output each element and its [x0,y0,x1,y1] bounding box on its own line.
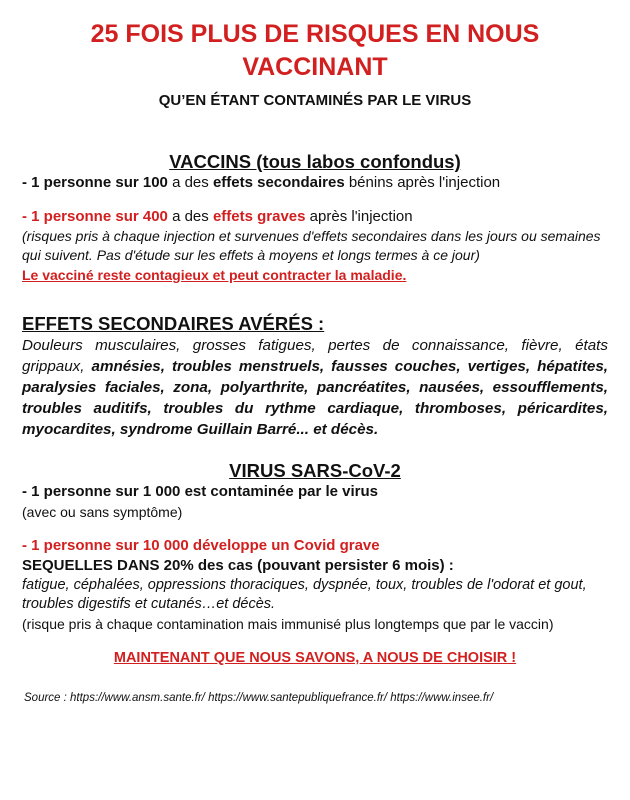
vaccins-warning: Le vacciné reste contagieux et peut contracter la maladie. [22,267,407,283]
effets-intro: Douleurs musculaires, grosses fatigues, pertes de connaissance, fièvre, états grippaux, [22,337,608,375]
vaccins-note: (risques pris à chaque injection et survenues d'effets secondaires dans les jours ou semaines qui suivent. Pas d'étude sur les effets à moyens et longs termes à ce jour) [22,228,601,263]
vaccins-line-1-middle: a des [167,174,213,191]
virus-heading: VIRUS SARS-CoV-2 [229,460,401,481]
sequelles-rest: des cas (pouvant persister 6 mois) : [193,557,454,574]
vaccins-line-2-suffix: après l'injection [305,208,413,225]
virus-risk-note: (risque pris à chaque contamination mais immunisé plus longtemps que par le vaccin) [22,616,554,632]
vaccins-line-2-bold: effets graves [212,208,306,225]
vaccins-heading: VACCINS (tous labos confondus) [169,151,461,172]
subtitle: QU’EN ÉTANT CONTAMINÉS PAR LE VIRUS [158,92,472,109]
source-line: Source : https://www.ansm.sante.fr/ https://www.santepubliquefrance.fr/ https://www.insee.fr/ [24,692,494,704]
effets-heading: EFFETS SECONDAIRES AVÉRÉS : [22,313,325,334]
virus-line-1: - 1 personne sur 1 000 est contaminée par le virus [22,483,378,500]
vaccins-line-2-red: - 1 personne sur 400 [22,208,168,225]
sequelles-bold: SEQUELLES DANS 20% [22,557,194,574]
title-line-1: 25 FOIS PLUS DE RISQUES EN NOUS [90,20,540,48]
virus-line-1-note: (avec ou sans symptôme) [22,504,183,520]
effets-list: amnésies, troubles menstruels, fausses couches, vertiges, hépatites, paralysies faciales, zona, polyarthrite, pancréatites, nausées, essoufflements, troubles auditifs, troubles du rythme cardiaque, thromboses, péricardites, myocardites, syndrome Guillain Barré... et décès. [22,358,608,438]
effets-paragraph [22,335,608,440]
vaccins-line-1 [22,173,608,193]
vaccins-line-2 [22,207,608,227]
vaccins-line-2-middle: a des [167,208,213,225]
virus-line-2: - 1 personne sur 10 000 développe un Covid grave [22,537,380,554]
sequelles-line [22,556,608,576]
virus-symptoms: fatigue, céphalées, oppressions thoraciques, dyspnée, toux, troubles de l'odorat et gout, troubles digestifs et cutanés…et décès. [22,577,587,612]
title-line-2: VACCINANT [242,53,388,81]
vaccins-line-1-suffix: bénins après l'injection [344,174,501,191]
top-margin [22,0,608,18]
call-to-action: MAINTENANT QUE NOUS SAVONS, A NOUS DE CHOISIR ! [113,650,517,666]
vaccins-line-1-bold: effets secondaires [212,174,345,191]
vaccins-line-1-prefix: - 1 personne sur 100 [22,174,168,191]
title-block [22,18,608,109]
